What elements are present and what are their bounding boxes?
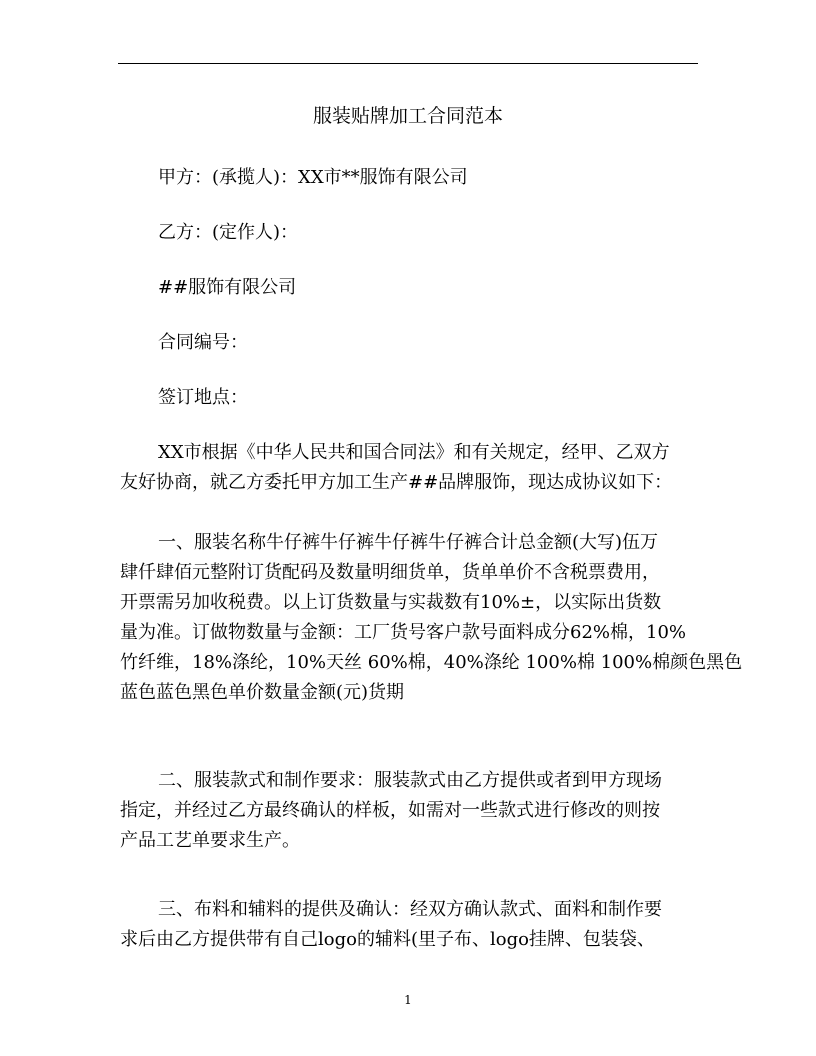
contract-number-line: 合同编号： bbox=[158, 332, 248, 353]
page-number: 1 bbox=[404, 993, 412, 1007]
paragraph-clause-1 bbox=[120, 528, 743, 708]
paragraph-line: 竹纤维，18%涤纶，10%天丝 60%棉，40%涤纶 100%棉 100%棉颜色黑色 bbox=[120, 652, 743, 673]
document-title: 服装贴牌加工合同范本 bbox=[312, 105, 503, 127]
paragraph-preamble bbox=[120, 438, 698, 498]
party-b-line: 乙方：(定作人)： bbox=[158, 222, 299, 243]
paragraph-line: 指定，并经过乙方最终确认的样板，如需对一些款式进行修改的则按 bbox=[120, 800, 660, 821]
paragraph-line: 一、服装名称牛仔裤牛仔裤牛仔裤牛仔裤合计总金额(大写)伍万 bbox=[158, 532, 659, 553]
signing-place-line: 签订地点： bbox=[158, 387, 248, 408]
paragraph-line: 友好协商，就乙方委托甲方加工生产##品牌服饰，现达成协议如下： bbox=[120, 472, 673, 493]
party-b-company-line: ##服饰有限公司 bbox=[158, 277, 297, 298]
paragraph-line: 肆仟肆佰元整附订货配码及数量明细货单，货单单价不含税票费用， bbox=[120, 562, 660, 583]
paragraph-line: 二、服装款式和制作要求：服装款式由乙方提供或者到甲方现场 bbox=[158, 770, 662, 791]
paragraph-line: 产品工艺单要求生产。 bbox=[120, 830, 300, 851]
paragraph-clause-3 bbox=[120, 895, 698, 955]
header-rule bbox=[118, 63, 698, 64]
paragraph-line: 求后由乙方提供带有自己logo的辅料(里子布、logo挂牌、包装袋、 bbox=[120, 929, 655, 950]
party-a-line: 甲方：(承揽人)：XX市**服饰有限公司 bbox=[158, 167, 468, 188]
paragraph-line: 量为准。订做物数量与金额：工厂货号客户款号面料成分62%棉，10% bbox=[120, 622, 687, 643]
paragraph-line: XX市根据《中华人民共和国合同法》和有关规定，经甲、乙双方 bbox=[158, 442, 670, 463]
paragraph-clause-2 bbox=[120, 766, 698, 856]
paragraph-line: 蓝色蓝色黑色单价数量金额(元)货期 bbox=[120, 682, 405, 703]
paragraph-line: 开票需另加收税费。以上订货数量与实裁数有10%±，以实际出货数 bbox=[120, 592, 662, 613]
paragraph-line: 三、布料和辅料的提供及确认：经双方确认款式、面料和制作要 bbox=[158, 899, 662, 920]
